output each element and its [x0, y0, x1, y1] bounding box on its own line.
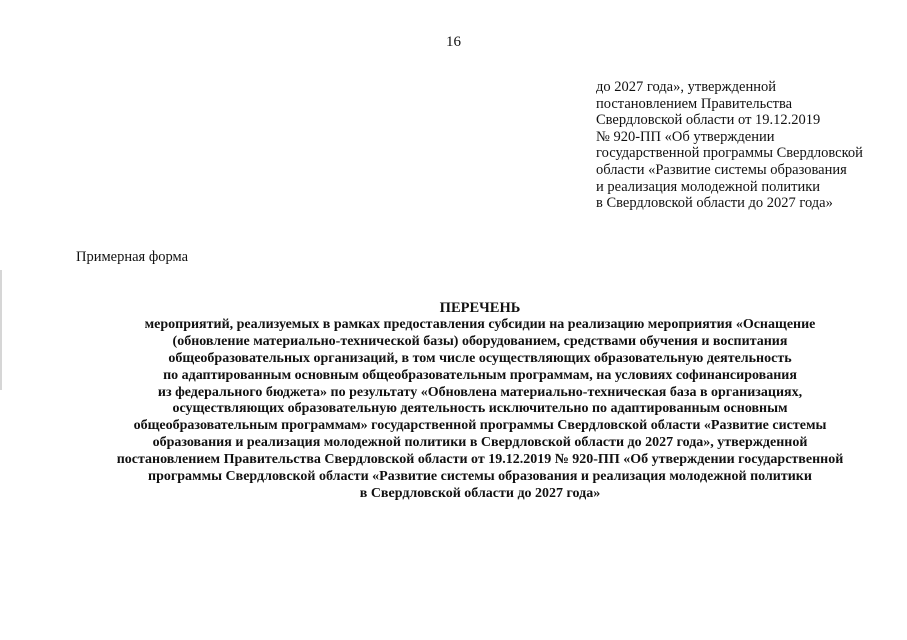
title-line: общеобразовательным программам» государственной программы Свердловской области «Развитие системы: [133, 418, 827, 434]
title-line: программы Свердловской области «Развитие системы образования и реализация молодежной политики: [148, 469, 812, 485]
title-line: осуществляющих образовательную деятельность исключительно по адаптированным основным: [172, 401, 788, 417]
scan-edge-mark: [0, 270, 2, 390]
title-line: общеобразовательных организаций, в том числе осуществляющих образовательную деятельность: [168, 350, 792, 366]
title-line: (обновление материально-технической базы) оборудованием, средствами обучения и воспитания: [172, 333, 788, 349]
reference-line: государственной программы Свердловской: [596, 145, 863, 162]
reference-line: области «Развитие системы образования: [596, 161, 847, 178]
title-line: постановлением Правительства Свердловской области от 19.12.2019 № 920-ПП «Об утверждении государственной: [116, 452, 844, 468]
page-number: 16: [446, 34, 461, 50]
title-line: из федерального бюджета» по результату «Обновлена материально-техническая база в организациях,: [157, 384, 803, 400]
reference-line: постановлением Правительства: [596, 95, 793, 112]
reference-line: и реализация молодежной политики: [596, 178, 821, 195]
title-line: в Свердловской области до 2027 года»: [359, 485, 601, 501]
title-heading: ПЕРЕЧЕНЬ: [439, 300, 521, 316]
reference-line: Свердловской области от 19.12.2019: [596, 112, 821, 129]
title-line: образования и реализация молодежной политики в Свердловской области до 2027 года», утвержденной: [152, 435, 808, 451]
reference-line: в Свердловской области до 2027 года»: [596, 195, 833, 212]
document-title-block: [40, 300, 907, 503]
reference-line: до 2027 года», утвержденной: [596, 79, 777, 95]
title-line: мероприятий, реализуемых в рамках предоставления субсидии на реализацию мероприятия «Оснащение: [144, 316, 816, 332]
approval-reference-block: [596, 79, 896, 212]
reference-line: № 920-ПП «Об утверждении: [596, 128, 775, 145]
title-line: по адаптированным основным общеобразовательным программам, на условиях софинансирования: [163, 367, 797, 383]
form-label: Примерная форма: [76, 249, 189, 265]
